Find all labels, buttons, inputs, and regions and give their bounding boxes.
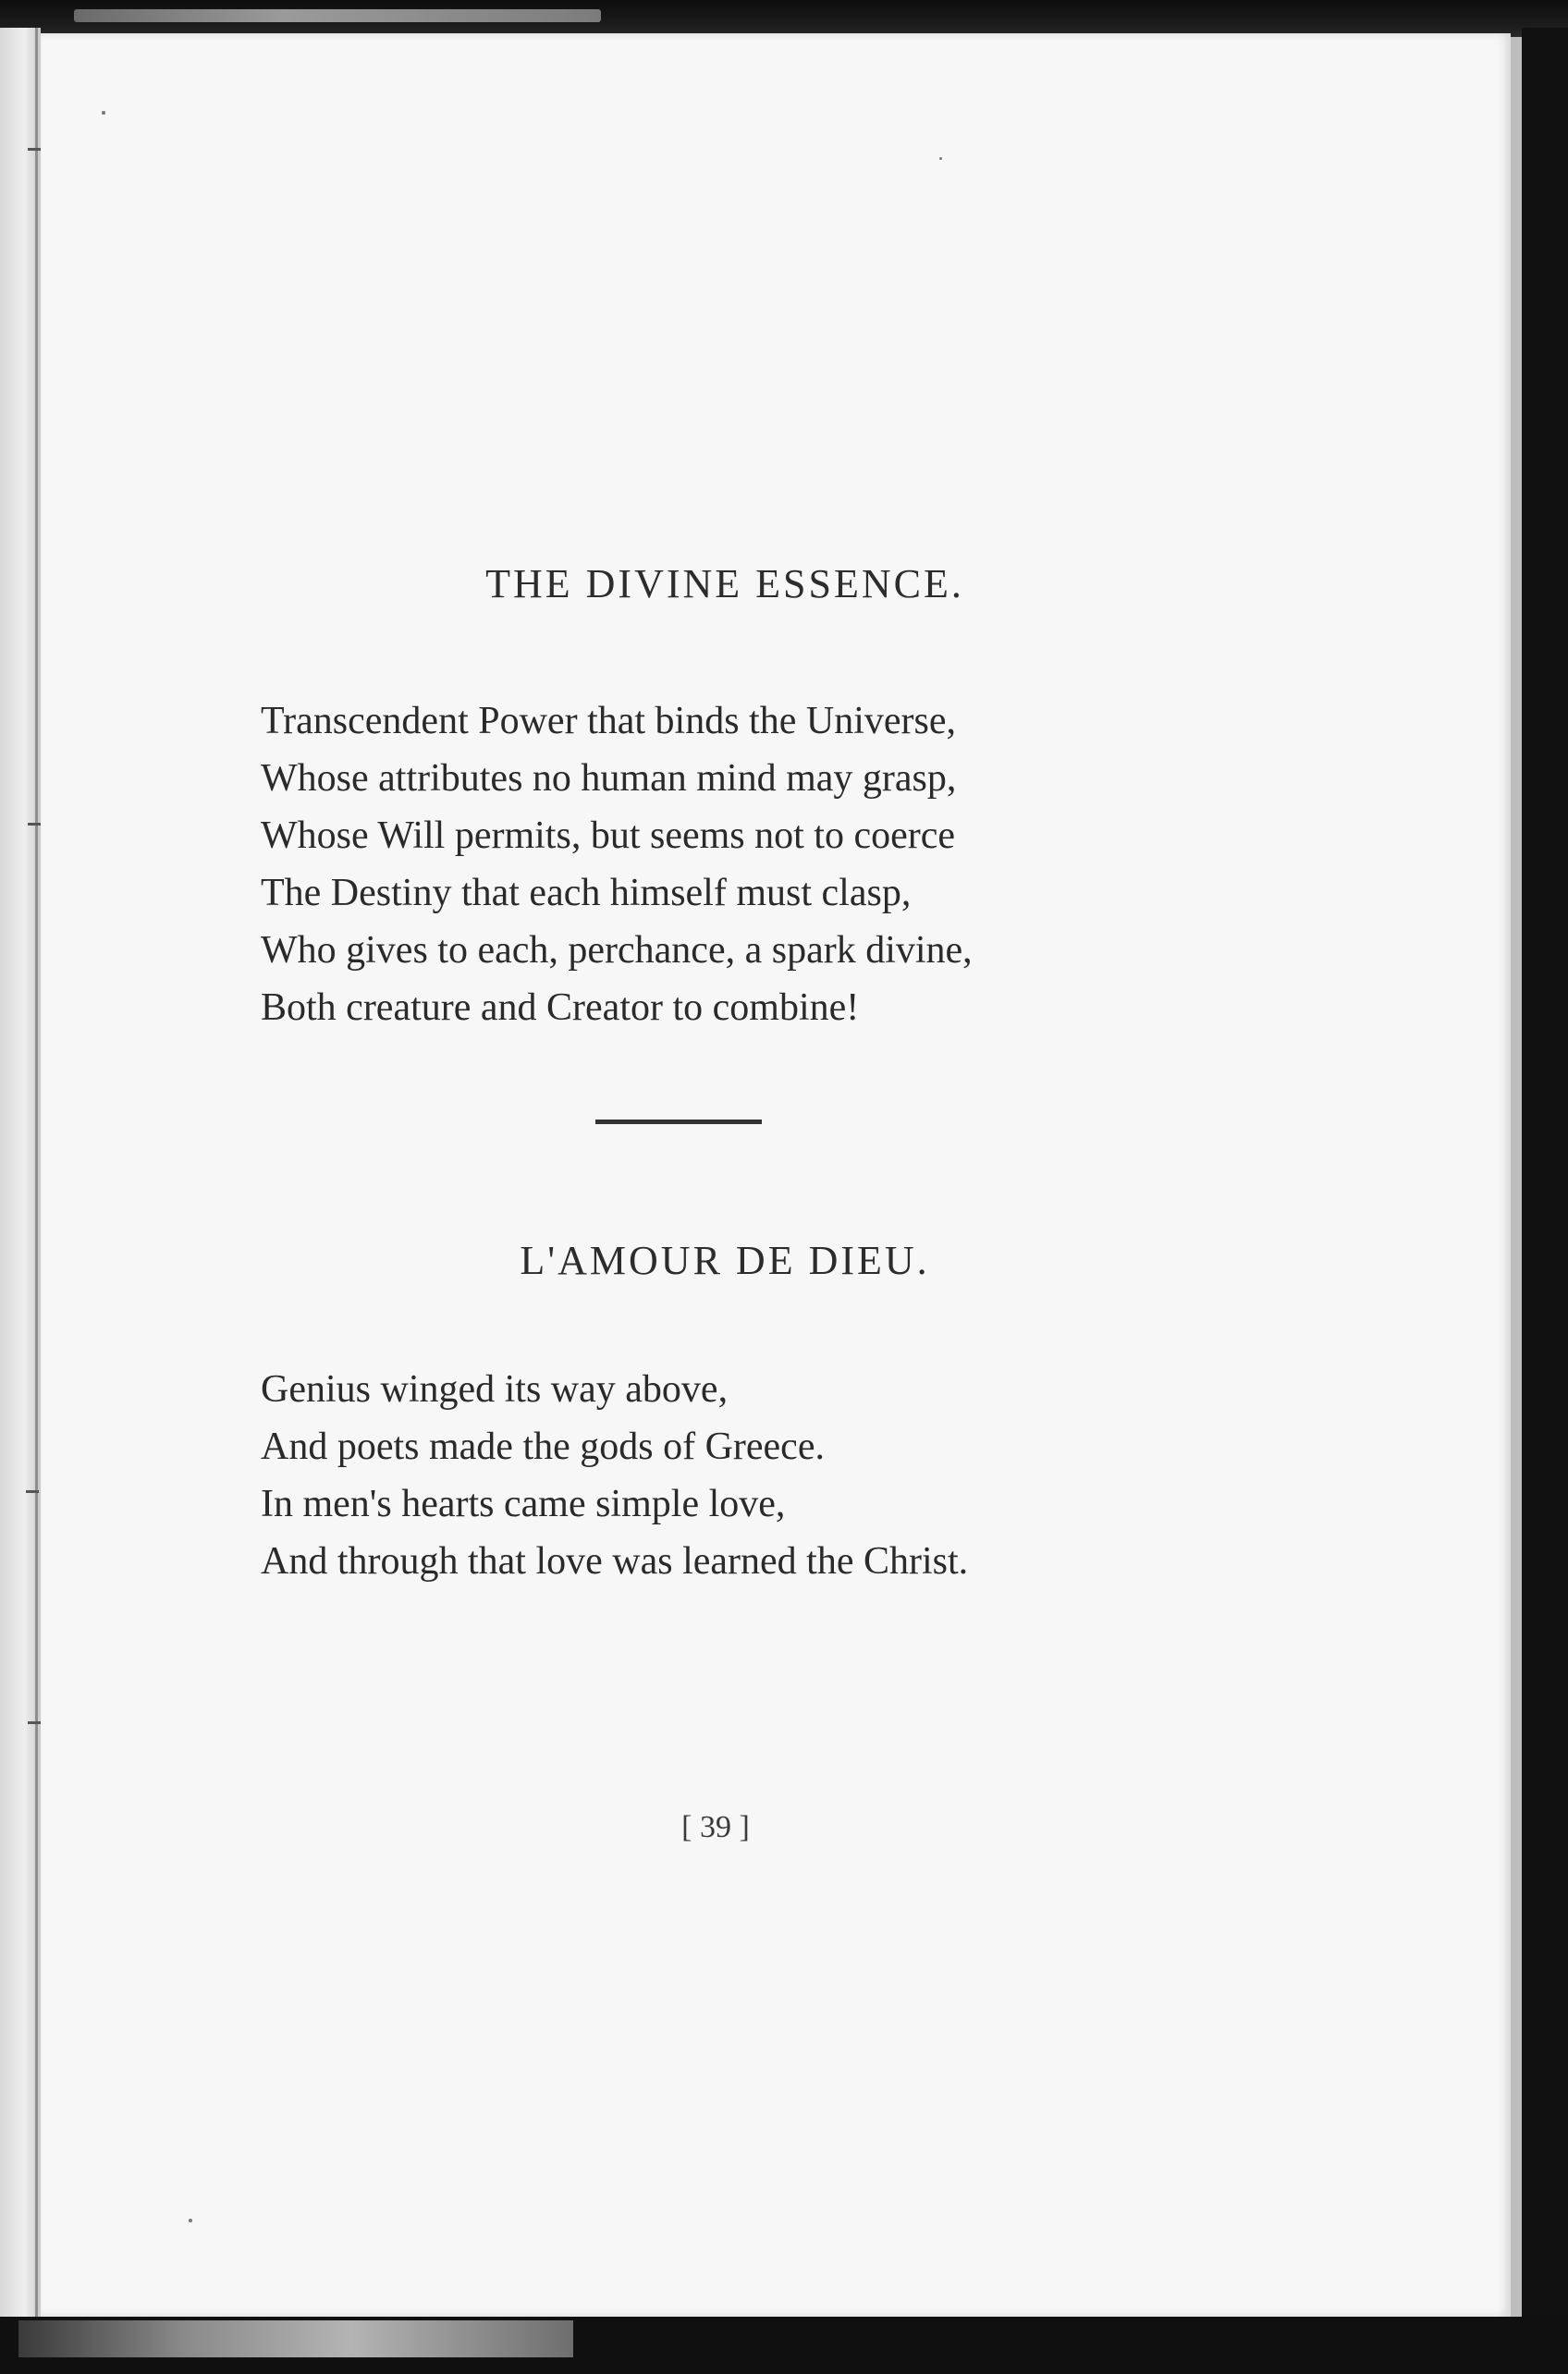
poem-title: THE DIVINE ESSENCE. [485, 561, 964, 606]
section-divider [595, 1120, 762, 1124]
dust-speck [939, 157, 942, 160]
poem-line: Both creature and Creator to combine! [261, 986, 860, 1029]
poem-line: The Destiny that each himself must clasp, [261, 872, 912, 914]
dust-speck [189, 2219, 192, 2222]
poem-line: And through that love was learned the Christ. [261, 1540, 969, 1583]
poem-body [261, 692, 973, 1036]
page-edge-right [1511, 37, 1522, 2317]
scan-border-right [1522, 28, 1568, 2320]
poem-line: Genius winged its way above, [261, 1368, 729, 1411]
poem-line: Who gives to each, perchance, a spark divine, [261, 929, 973, 972]
poem-line: In men's hearts came simple love, [261, 1483, 786, 1525]
poem-line: Whose Will permits, but seems not to coerce [261, 814, 956, 857]
page-gutter-line [35, 28, 38, 2320]
page-number: [ 39 ] [681, 1810, 750, 1844]
poem-line: Transcendent Power that binds the Universe, [261, 700, 956, 742]
poem-line: Whose attributes no human mind may grasp, [261, 757, 957, 800]
poem-title: L'AMOUR DE DIEU. [520, 1238, 930, 1283]
poem-body [261, 1361, 968, 1590]
gutter-tick [28, 823, 41, 826]
poem-line: And poets made the gods of Greece. [261, 1426, 825, 1468]
gutter-tick [26, 1490, 39, 1493]
gutter-tick [28, 148, 41, 151]
scan-artifact-strip [18, 2320, 573, 2357]
gutter-tick [28, 1721, 41, 1724]
dust-speck [102, 111, 105, 115]
scan-artifact-strip [74, 9, 601, 22]
book-page [41, 33, 1511, 2317]
